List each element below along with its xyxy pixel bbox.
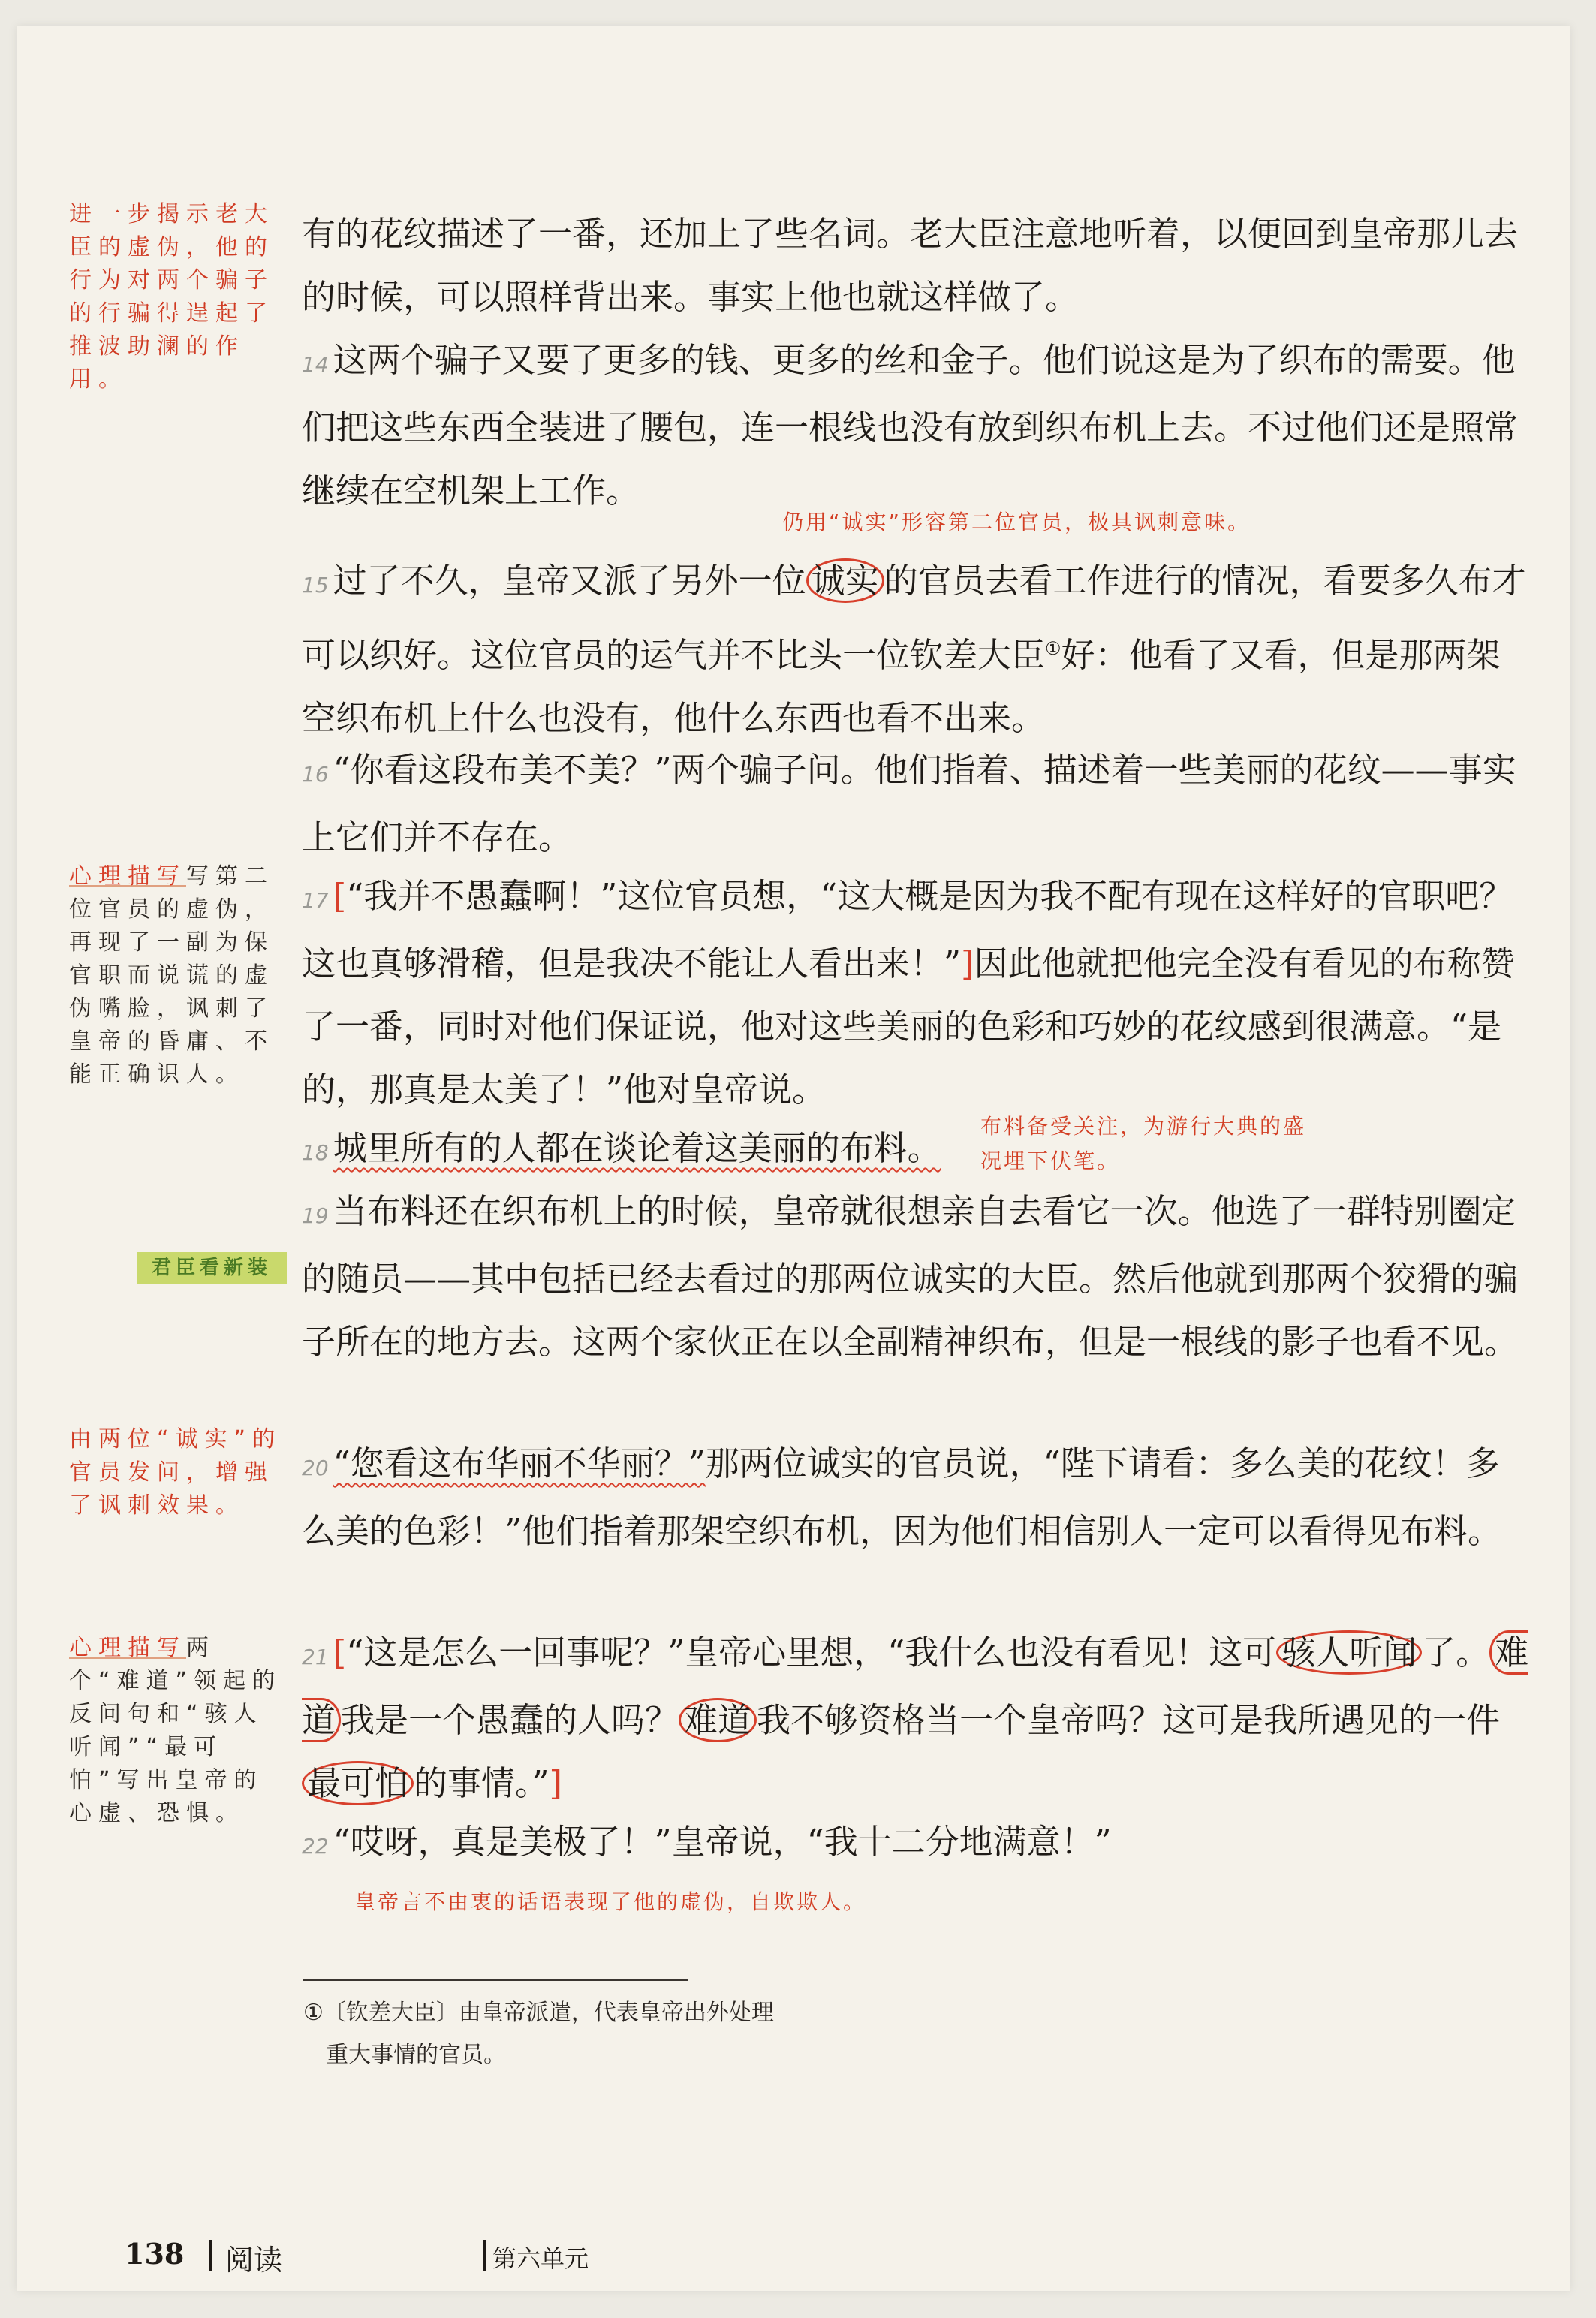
section-tag-emperor-views: 君臣看新装 <box>137 1252 287 1284</box>
inline-note-3: 皇帝言不由衷的话语表现了他的虚伪，自欺欺人。 <box>354 1889 867 1914</box>
paragraph-18 <box>302 1117 1533 1185</box>
circled-word-honest: 诚实 <box>806 558 884 603</box>
footnote-divider <box>303 1979 688 1981</box>
paragraph-18-text: 城里所有的人都在谈论着这美丽的布料。 <box>333 1128 941 1168</box>
paragraph-22 <box>302 1811 1533 1878</box>
note-tag-psych-2: 心理描写 <box>69 1635 186 1661</box>
margin-note-4 <box>69 1632 287 1830</box>
circled-word-most-terrible: 最可怕 <box>302 1761 414 1805</box>
paragraph-continued: 有的花纹描述了一番，还加上了些名词。老大臣注意地听着，以便回到皇帝那儿去的时候，可以照样背出来。事实上他也就这样做了。 <box>302 214 1519 317</box>
paragraph-number: 16 <box>302 762 329 787</box>
circled-word-nandao-2: 难道 <box>679 1698 757 1742</box>
paragraph-14-text: 这两个骗子又要了更多的钱、更多的丝和金子。他们说这是为了织布的需要。他们把这些东西全装进了腰包，连一根线也没有放到织布机上去。不过他们还是照常继续在空机架上工作。 <box>302 340 1519 510</box>
paragraph-15 <box>302 549 1533 750</box>
paragraph-15-text-a: 过了不久，皇帝又派了另外一位 <box>333 561 806 601</box>
paragraph-21-text-c: 了。 <box>1422 1633 1490 1672</box>
footer-unit: 第六单元 <box>492 2244 589 2273</box>
paragraph-21-text-i: 的事情。” <box>414 1763 550 1803</box>
paragraph-number: 20 <box>302 1456 329 1480</box>
paragraph-15-text-d: 好：他看了又看，但是那两架空织布机上什么也没有，他什么东西也看不出来。 <box>302 635 1501 738</box>
footer-divider-2 <box>483 2240 486 2271</box>
margin-note-3: 由两位“诚实”的官员发问，增强了讽刺效果。 <box>69 1426 282 1519</box>
footer-section: 阅读 <box>225 2244 283 2277</box>
margin-note-1: 进一步揭示老大臣的虚伪，他的行为对两个骗子的行骗得逞起了推波助澜的作用。 <box>69 201 274 393</box>
paragraph-17-text-b: 因此他就把他完全没有看见的布称赞了一番，同时对他们保证说，他对这些美丽的色彩和巧妙的花纹感到很满意。“是的，那真是太美了！”他对皇帝说。 <box>302 944 1515 1109</box>
paragraph-22-text: “哎呀，真是美极了！”皇帝说，“我十二分地满意！” <box>333 1822 1112 1862</box>
paragraph-number: 14 <box>302 352 329 377</box>
margin-note-2 <box>69 860 287 1091</box>
paragraph-15-text-c: 的官员去看工作进行的情况，看要多久布才可以织好。这位官员的运气并不比头一位钦差大臣 <box>302 561 1526 675</box>
bracket-open: [ <box>333 1633 347 1672</box>
textbook-page <box>17 26 1570 2291</box>
bracket-open: [ <box>333 876 347 916</box>
paragraph-14 <box>302 329 1533 522</box>
circled-word-shocking: 骇人听闻 <box>1276 1630 1422 1675</box>
bracket-close: ] <box>961 944 974 983</box>
paragraph-number: 18 <box>302 1140 329 1165</box>
paragraph-20 <box>302 1432 1533 1563</box>
bracket-close: ] <box>549 1763 563 1803</box>
paragraph-21-text-a: “这是怎么一回事呢？”皇帝心里想，“我什么也没有看见！这可 <box>346 1633 1277 1672</box>
footnote-marker[interactable]: ① <box>1045 638 1061 659</box>
note-tag-psych-1: 心理描写 <box>69 863 186 890</box>
paragraph-19 <box>302 1180 1533 1374</box>
paragraph-number: 15 <box>302 573 329 598</box>
inline-note-2: 布料备受关注，为游行大典的盛况埋下伏笔。 <box>980 1114 1307 1173</box>
footnote-line-2: 重大事情的官员。 <box>326 2042 506 2068</box>
paragraph-16 <box>302 739 1533 869</box>
paragraph-21-text-e: 我是一个愚蠢的人吗？ <box>341 1700 679 1740</box>
page-number: 138 <box>125 2237 185 2271</box>
paragraph-17 <box>302 865 1533 1121</box>
inline-note-1: 仍用“诚实”形容第二位官员，极具讽刺意味。 <box>782 510 1251 534</box>
paragraph-19-text: 当布料还在织布机上的时候，皇帝就很想亲自去看它一次。他选了一群特别圈定的随员——其中包括已经去看过的那两位诚实的大臣。然后他就到那两个狡猾的骗子所在的地方去。这两个家伙正在以全副精神织布，但是一根线的影子也看不见。 <box>302 1191 1519 1362</box>
paragraph-21 <box>302 1621 1533 1815</box>
paragraph-number: 17 <box>302 888 329 913</box>
footer-divider-1 <box>209 2240 212 2271</box>
paragraph-16-text: “你看这段布美不美？”两个骗子问。他们指着、描述着一些美丽的花纹——事实上它们并不存在。 <box>302 750 1516 857</box>
paragraph-21-text-g: 我不够资格当一个皇帝吗？这可是我所遇见的一件 <box>757 1700 1501 1740</box>
margin-note-2-text: 写第二位官员的虚伪，再现了一副为保官职而说谎的虚伪嘴脸，讽刺了皇帝的昏庸、不能正确识人。 <box>69 863 274 1088</box>
paragraph-number: 21 <box>302 1645 329 1669</box>
circled-word-nandao-1: 难道 <box>302 1630 1528 1742</box>
margin-note-4-text: 两个“难道”领起的反问句和“骇人听闻”“最可怕”写出皇帝的心虚、恐惧。 <box>69 1635 282 1826</box>
paragraph-20-text-b: 那两位诚实的官员说，“陛下请看：多么美的花纹！多么美的色彩！”他们指着那架空织布机，因为他们相信别人一定可以看得见布料。 <box>302 1443 1502 1551</box>
paragraph-number: 19 <box>302 1203 329 1228</box>
footnote-line-1: ①〔钦差大臣〕由皇帝派遣，代表皇帝出外处理 <box>303 2000 774 2026</box>
paragraph-17-text-a: “我并不愚蠢啊！”这位官员想，“这大概是因为我不配有现在这样好的官职吧？这也真够滑稽，但是我决不能让人看出来！” <box>302 876 1513 983</box>
paragraph-20-text-a: “您看这布华丽不华丽？” <box>333 1443 706 1483</box>
paragraph-number: 22 <box>302 1834 329 1859</box>
